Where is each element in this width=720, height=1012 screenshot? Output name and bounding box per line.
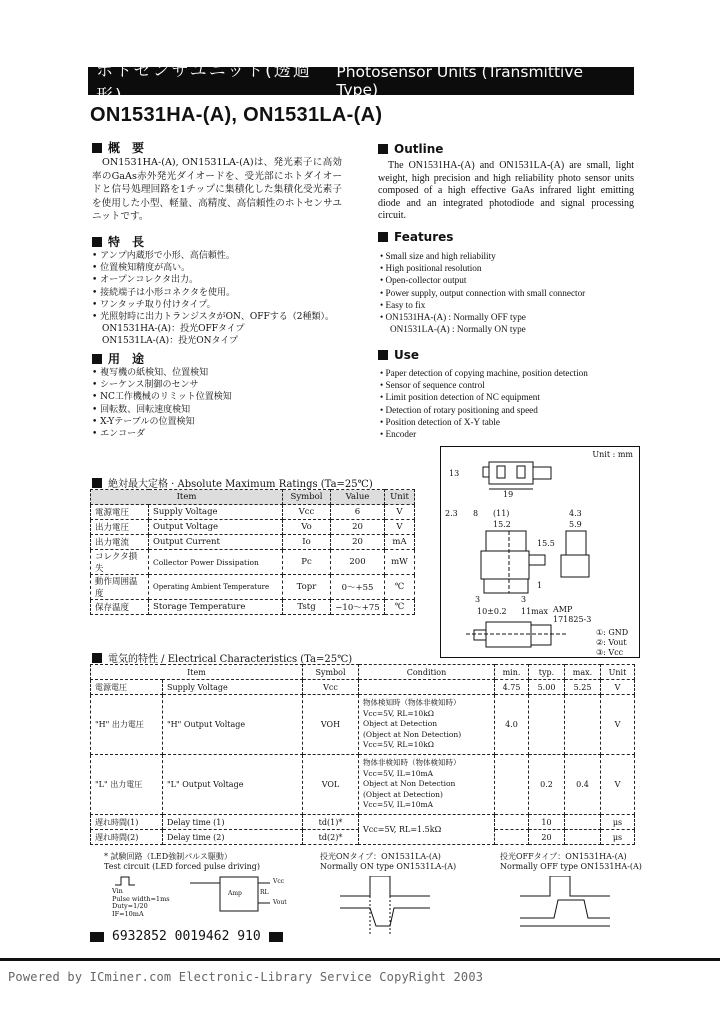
unit-label: Unit : mm	[592, 450, 633, 459]
cell: 遅れ時間(1)	[91, 815, 163, 830]
cell	[565, 695, 601, 755]
list-item: ON1531LA-(A)：投光ONタイプ	[102, 336, 239, 347]
cell: Vcc	[303, 680, 359, 695]
cell	[359, 680, 495, 695]
heading-text: 用 途	[108, 352, 145, 366]
cell: Supply Voltage	[149, 505, 283, 520]
list-item: • エンコーダ	[92, 428, 352, 440]
table-row	[91, 680, 635, 695]
block-mark	[269, 932, 283, 942]
dim-label: 15.5	[537, 539, 555, 548]
note-jp: * 試験回路（LED強制パルス駆動）	[104, 852, 232, 861]
list-item: • 位置検知精度が高い。	[92, 262, 372, 274]
col-header: Item	[91, 665, 303, 680]
list-item: • オープンコレクタ出力。	[92, 274, 372, 286]
cell	[565, 815, 601, 830]
dim-label: (11)	[493, 509, 510, 518]
list-item: • Easy to fix	[380, 299, 640, 311]
cell: Supply Voltage	[163, 680, 303, 695]
note-jp: 投光OFFタイプ：ON1531HA-(A)	[500, 852, 627, 861]
list-item: • Power supply, output connection with small connector	[380, 287, 640, 299]
section-heading-use	[378, 348, 419, 362]
bullet-square-icon	[378, 232, 388, 242]
cell: V	[601, 695, 635, 755]
pin-label: ②: Vout	[596, 638, 627, 647]
cell: 20	[331, 520, 385, 535]
cell: 0～+55	[331, 575, 385, 600]
barcode-number: 6932852 0019462 910	[112, 929, 261, 944]
list-item: • NC工作機械のリミット位置検知	[92, 391, 352, 403]
cell: V	[601, 680, 635, 695]
label: Duty=1/20	[112, 902, 148, 910]
cell: "H" Output Voltage	[163, 695, 303, 755]
label: RL	[260, 889, 269, 896]
list-item: • Paper detection of copying machine, position detection	[380, 367, 642, 379]
cell: V	[385, 505, 415, 520]
dim-label: 19	[503, 490, 514, 499]
list-item: ON1531LA-(A) : Normally ON type	[390, 324, 526, 335]
list-item: • 光照射時に出力トランジスタがON、OFFする（2種類）。	[92, 311, 372, 323]
note-jp: 投光ONタイプ：ON1531LA-(A)	[320, 852, 441, 861]
cell: 出力電流	[91, 535, 149, 550]
list-item: • Position detection of X-Y table	[380, 416, 642, 428]
use-list-jp	[92, 367, 352, 440]
normally-on-note	[320, 852, 456, 871]
cell: 5.00	[529, 680, 565, 695]
cell: Pc	[283, 550, 331, 575]
list-item: • シーケンス制御のセンサ	[92, 379, 352, 391]
cell: td(1)*	[303, 815, 359, 830]
test-circuit-labels	[112, 888, 170, 918]
use-list	[380, 367, 642, 440]
list-item: • X-Yテーブルの位置検知	[92, 416, 352, 428]
list-item: • アンプ内蔵形で小形、高信頼性。	[92, 250, 372, 262]
dim-label: 15.2	[493, 520, 511, 529]
list-item: ON1531HA-(A)：投光OFFタイプ	[102, 324, 245, 335]
col-header: Value	[331, 490, 385, 505]
cell: 0.4	[565, 755, 601, 815]
dim-label: 13	[449, 469, 460, 478]
header-banner	[88, 61, 634, 106]
list-item: • Sensor of sequence control	[380, 379, 642, 391]
list-item: • 複写機の紙検知、位置検知	[92, 367, 352, 379]
heading-text: 電気的特性 / Electrical Characteristics (Ta=25℃)	[108, 654, 353, 665]
cell: Collector Power Dissipation	[149, 550, 283, 575]
cell: "L" Output Voltage	[163, 755, 303, 815]
label: Vcc	[273, 878, 285, 885]
cell: 4.75	[495, 680, 529, 695]
cell	[495, 755, 529, 815]
list-item: • Encoder	[380, 428, 642, 440]
col-header: Unit	[385, 490, 415, 505]
outline-text: The ON1531HA-(A) and ON1531LA-(A) are small, light weight, high precision and high reliability photo sensor units composed of a high effective GaAs infrared light emitting diode and an integrated photodiode and signal processing circuit.	[378, 160, 634, 222]
section-heading-features	[378, 230, 453, 244]
list-item: • Detection of rotary positioning and speed	[380, 404, 642, 416]
cell: 物体非検知時（物体検知時） Vcc=5V, IL=10mA Object at Non Detection (Object at Detection) Vcc=5V, IL=10mA	[359, 755, 495, 815]
table-row	[91, 575, 415, 600]
cell: Delay time (1)	[163, 815, 303, 830]
table-row	[91, 600, 415, 615]
note-en: Normally OFF type ON1531HA-(A)	[500, 861, 642, 871]
cell: 電源電圧	[91, 505, 149, 520]
table-row	[91, 755, 635, 815]
features-list-jp	[92, 250, 372, 348]
list-item: • ON1531HA-(A) : Normally OFF type	[380, 311, 640, 323]
list-item: • Limit position detection of NC equipment	[380, 391, 642, 403]
cell	[495, 830, 529, 845]
list-item: • Small size and high reliability	[380, 250, 640, 262]
cell: Io	[283, 535, 331, 550]
cell: ℃	[385, 600, 415, 615]
list-item: • ワンタッチ取り付けタイプ。	[92, 299, 372, 311]
cell: Vcc=5V, RL=1.5kΩ	[359, 815, 495, 845]
cell: Topr	[283, 575, 331, 600]
table-row	[91, 520, 415, 535]
normally-on-waveform	[340, 876, 450, 942]
cell: −10～+75	[331, 600, 385, 615]
heading-text: Use	[394, 348, 420, 362]
cell: 保存温度	[91, 600, 149, 615]
label: Amp	[228, 890, 242, 897]
cell: ℃	[385, 575, 415, 600]
dim-label: 3	[521, 595, 527, 604]
normally-off-note	[500, 852, 642, 871]
barcode-line	[90, 929, 283, 944]
label: IF=10mA	[112, 909, 144, 918]
header-title-en: Photosensor Units (Transmittive Type)	[336, 63, 584, 99]
col-header: Unit	[601, 665, 635, 680]
dimension-drawing	[440, 446, 640, 658]
dim-label: 10±0.2	[477, 607, 507, 616]
cell: 200	[331, 550, 385, 575]
block-mark	[90, 932, 104, 942]
col-header: Symbol	[303, 665, 359, 680]
table-header-row	[91, 490, 415, 505]
table-row	[91, 550, 415, 575]
cell: Vcc	[283, 505, 331, 520]
col-header: min.	[495, 665, 529, 680]
bullet-square-icon	[378, 144, 388, 154]
cell: Vo	[283, 520, 331, 535]
heading-text: Outline	[394, 142, 444, 156]
heading-text: 絶対最大定格 · Absolute Maximum Ratings (Ta=25℃)	[108, 479, 373, 490]
dim-label: 3	[475, 595, 481, 604]
dim-label: 5.9	[569, 520, 582, 529]
heading-text: Features	[394, 230, 454, 244]
col-header: Condition	[359, 665, 495, 680]
section-heading-outline-jp	[92, 139, 144, 156]
cell: VOL	[303, 755, 359, 815]
pin-label: ①: GND	[596, 628, 629, 637]
elec-char-heading	[92, 650, 352, 665]
bullet-square-icon	[92, 237, 102, 247]
pin-label: ③: Vcc	[596, 648, 624, 657]
list-item: • High positional resolution	[380, 262, 640, 274]
cell: 0.2	[529, 755, 565, 815]
list-item: • Open-collector output	[380, 274, 640, 286]
table-row	[91, 815, 635, 830]
cell: V	[601, 755, 635, 815]
page-title: ON1531HA-(A), ON1531LA-(A)	[90, 104, 383, 126]
outline-text-jp: ON1531HA-(A), ON1531LA-(A)は、発光素子に高効率のGaAs赤外発光ダイオードを、受光部にホトダイオードと信号処理回路を1チップに集積化した集積化受光素子を使用した小型、軽量、高精度、高信頼性のホトセンサユニットです。	[92, 157, 342, 222]
dim-label: 2.3	[445, 509, 458, 518]
col-header: typ.	[529, 665, 565, 680]
cell: td(2)*	[303, 830, 359, 845]
cell: 6	[331, 505, 385, 520]
connector-label: AMP 171825-3	[553, 605, 592, 624]
bullet-square-icon	[92, 143, 102, 153]
heading-text: 概 要	[108, 141, 145, 155]
normally-off-waveform	[520, 876, 630, 931]
label: Pulse width=1ms	[112, 894, 170, 903]
cell: 電源電圧	[91, 680, 163, 695]
cell: μs	[601, 830, 635, 845]
abs-max-heading	[92, 475, 373, 490]
list-item: • 接続端子は小形コネクタを使用。	[92, 287, 372, 299]
cell: 10	[529, 815, 565, 830]
cell: Tstg	[283, 600, 331, 615]
cell: mA	[385, 535, 415, 550]
section-heading-outline	[378, 142, 443, 156]
cell: 動作周囲温度	[91, 575, 149, 600]
elec-char-table	[90, 664, 635, 845]
cell: VOH	[303, 695, 359, 755]
cell: μs	[601, 815, 635, 830]
heading-text: 特 長	[108, 235, 145, 249]
cell: コレクタ損失	[91, 550, 149, 575]
dim-label: 11max	[521, 607, 549, 616]
cell: Output Voltage	[149, 520, 283, 535]
cell: Delay time (2)	[163, 830, 303, 845]
cell: mW	[385, 550, 415, 575]
cell	[495, 815, 529, 830]
features-list	[380, 250, 640, 335]
table-header-row	[91, 665, 635, 680]
cell: "L" 出力電圧	[91, 755, 163, 815]
bullet-square-icon	[378, 350, 388, 360]
cell: 5.25	[565, 680, 601, 695]
list-item: • 回転数、回転速度検知	[92, 404, 352, 416]
note-en: Normally ON type ON1531LA-(A)	[320, 861, 457, 871]
cell: Output Current	[149, 535, 283, 550]
cell: Operating Ambient Temperature	[149, 575, 283, 600]
section-heading-use-jp	[92, 350, 144, 367]
col-header: max.	[565, 665, 601, 680]
note-en: Test circuit (LED forced pulse driving)	[104, 861, 261, 871]
col-header: Symbol	[283, 490, 331, 505]
table-row	[91, 695, 635, 755]
cell: 20	[529, 830, 565, 845]
table-row	[91, 505, 415, 520]
label: Vin	[112, 887, 123, 895]
section-heading-features-jp	[92, 233, 144, 250]
cell: Storage Temperature	[149, 600, 283, 615]
cell: 4.0	[495, 695, 529, 755]
label: Vout	[273, 899, 287, 906]
cell: "H" 出力電圧	[91, 695, 163, 755]
table-row	[91, 535, 415, 550]
cell: 20	[331, 535, 385, 550]
test-circuit-note	[104, 852, 260, 871]
col-header: Item	[91, 490, 283, 505]
cell: 物体検知時（物体非検知時） Vcc=5V, RL=10kΩ Object at Detection (Object at Non Detection) Vcc=5V, RL=10kΩ	[359, 695, 495, 755]
header-title-jp: ホトセンサユニット(透過形)	[96, 61, 312, 106]
cell	[529, 695, 565, 755]
footer-rule	[0, 958, 720, 961]
cell	[565, 830, 601, 845]
cell: 出力電圧	[91, 520, 149, 535]
dim-label: 8	[473, 509, 479, 518]
footer-copyright: Powered by ICminer.com Electronic-Library Service CopyRight 2003	[8, 970, 484, 984]
bullet-square-icon	[92, 354, 102, 364]
abs-max-table	[90, 489, 415, 615]
bullet-square-icon	[92, 478, 102, 488]
cell: 遅れ時間(2)	[91, 830, 163, 845]
dim-label: 4.3	[569, 509, 582, 518]
bullet-square-icon	[92, 653, 102, 663]
dim-label: 1	[537, 581, 543, 590]
cell: V	[385, 520, 415, 535]
